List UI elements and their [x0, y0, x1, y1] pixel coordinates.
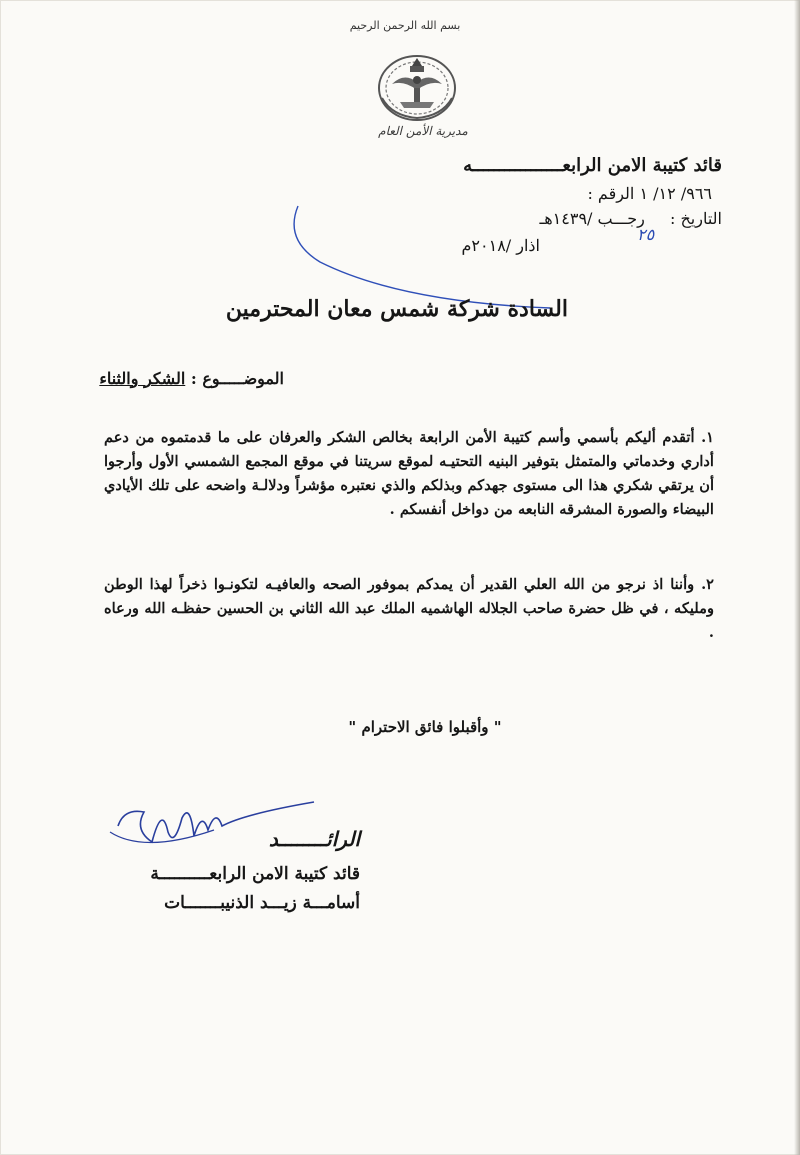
pen-stroke-mark	[280, 200, 580, 310]
handwritten-day: ٢٥	[637, 225, 655, 244]
crest-emblem-icon	[372, 50, 462, 124]
date-hijri-value: رجـــب /١٤٣٩هـ	[539, 209, 645, 228]
reference-value: ٩٦٦/ ١٢/ ١	[639, 184, 712, 203]
signatory-rank: الرائــــــــد	[268, 827, 360, 851]
gregorian-date: اذار /٢٠١٨م	[461, 236, 540, 255]
date-label: التاريخ :	[669, 209, 722, 228]
basmala: بسم الله الرحمن الرحيم	[349, 19, 461, 32]
signatory-name: أسامـــة زيـــد الذنيبـــــــات	[164, 893, 360, 913]
scan-edge-shadow	[794, 0, 800, 1155]
recipient-line: السادة شركة شمس معان المحترمين	[225, 296, 568, 322]
subject-line	[99, 369, 284, 388]
subject-value: الشكر والثناء	[99, 369, 186, 388]
body-paragraph-2: ٢. وأننا اذ نرجو من الله العلي القدير أن يمدكم بموفور الصحه والعافيـه لتكونـوا ذخراً لهذا الوطن ومليكه ، في ظل حضرة صاحب الجلاله الهاشميه الملك عبد الله الثاني بن الحسين حفظـه الله ورعاه .	[104, 576, 714, 641]
reference-label: الرقم :	[587, 184, 635, 203]
issuer-title: قائد كتيبة الامن الرابعـــــــــــــــــه	[463, 155, 722, 176]
subject-label: الموضـــــوع :	[190, 369, 284, 388]
organization-name: مديرية الأمن العام	[378, 124, 468, 138]
closing-salutation: " وأقبلوا فائق الاحترام "	[348, 718, 502, 736]
reference-number	[572, 184, 722, 203]
body-paragraph-1: ١. أتقدم أليكم بأسمي وأسم كتيبة الأمن الرابعة بخالص الشكر والعرفان على ما قدمتموه من دعم أداري وخدماتي والمتمثل بتوفير البنيه التحتيـه لموقع سريتنا في موقع المجمع الشمسي الأول وأرجوا أن يرتقي شكري هذا الى مستوى جهدكم وبذلكم والذي نعتبره مؤشراً ودلالـة واضحه على تلك الأيادي البيضاء والصورة المشرقه النابعه من دواخل أنفسكم .	[104, 429, 714, 518]
signatory-title: قائد كتيبة الامن الرابعــــــــــة	[150, 864, 360, 884]
